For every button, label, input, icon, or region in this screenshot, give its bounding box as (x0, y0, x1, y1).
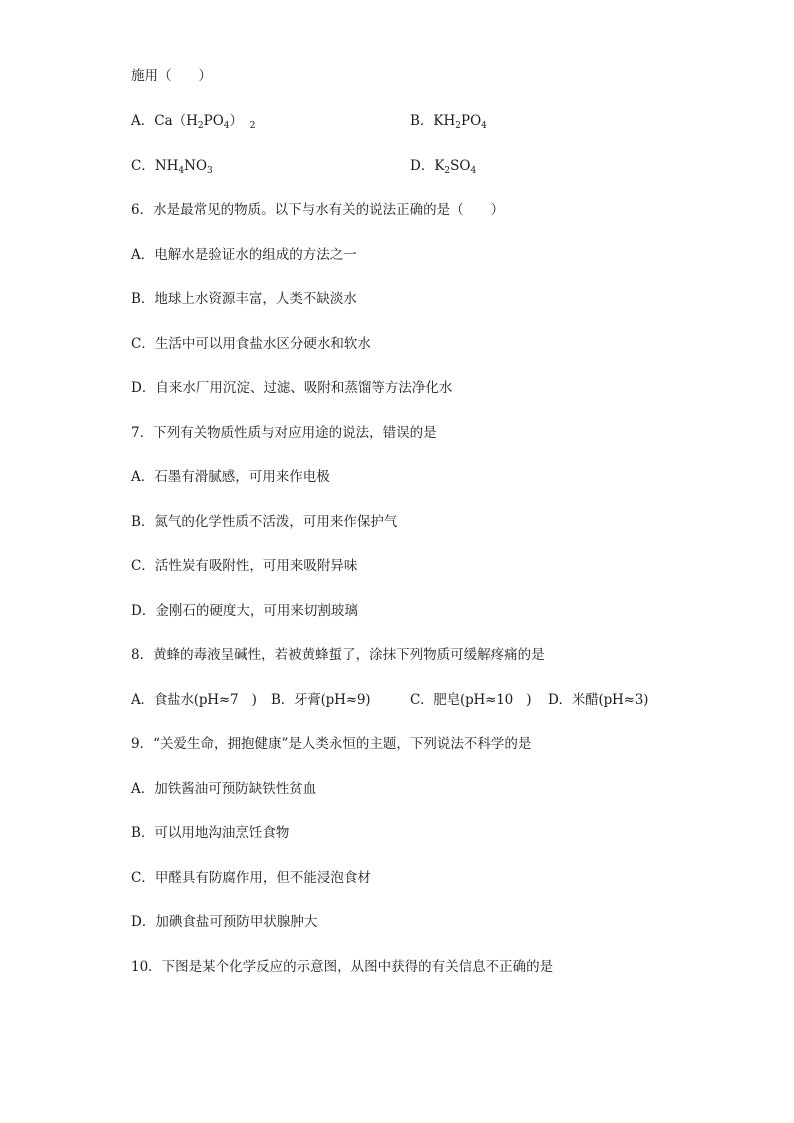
q8-option-d: D．米醋(pH≈3) (548, 692, 649, 708)
q7-option-c: C．活性炭有吸附性，可用来吸附异味 (131, 558, 358, 574)
q5-option-a-text: ） (229, 113, 244, 129)
q7-option-b: B．氮气的化学性质不活泼，可用来作保护气 (131, 514, 398, 530)
subscript: 3 (207, 166, 213, 176)
q9-option-a: A．加铁酱油可预防缺铁性贫血 (131, 781, 317, 797)
q5-option-d (410, 157, 476, 175)
q5-option-a-text: A．Ca（H (131, 113, 198, 129)
q5-option-d-text: SO (450, 158, 471, 174)
q6-option-d: D．自来水厂用沉淀、过滤、吸附和蒸馏等方法净化水 (131, 380, 453, 396)
subscript: 2 (249, 121, 256, 131)
subscript: 4 (223, 121, 230, 131)
q6-option-c: C．生活中可以用食盐水区分硬水和软水 (131, 336, 371, 352)
subscript: 4 (470, 166, 477, 176)
q6-option-b: B．地球上水资源丰富，人类不缺淡水 (131, 291, 357, 307)
q7-option-d: D．金刚石的硬度大，可用来切割玻璃 (131, 603, 358, 619)
subscript: 4 (481, 121, 487, 131)
q6-stem: 6．水是最常见的物质。以下与水有关的说法正确的是（ ） (131, 202, 505, 218)
q9-option-c: C．甲醛具有防腐作用，但不能浸泡食材 (131, 870, 371, 886)
q9-option-d: D．加碘食盐可预防甲状腺肿大 (131, 914, 318, 930)
q5-option-a (131, 112, 256, 130)
subscript: 4 (178, 166, 185, 176)
q9-stem: 9．“关爱生命，拥抱健康”是人类永恒的主题，下列说法不科学的是 (131, 736, 532, 752)
subscript: 2 (444, 166, 451, 176)
q5-option-c-text: C．NH (131, 158, 179, 174)
q6-option-a: A．电解水是验证水的组成的方法之一 (131, 247, 357, 263)
q8-stem: 8．黄蜂的毒液呈碱性，若被黄蜂蜇了，涂抹下列物质可缓解疼痛的是 (131, 647, 545, 663)
q7-option-a: A．石墨有滑腻感，可用来作电极 (131, 469, 330, 485)
subscript: 2 (455, 121, 462, 131)
q7-stem: 7．下列有关物质性质与对应用途的说法，错误的是 (131, 425, 437, 441)
q8-option-b: B．牙膏(pH≈9) (271, 692, 371, 708)
q5-option-d-text: D．K (410, 158, 445, 174)
q9-option-b: B．可以用地沟油烹饪食物 (131, 825, 290, 841)
q8-option-c: C．肥皂(pH≈10 ) (410, 692, 532, 708)
q5-option-a-text: PO (203, 113, 224, 129)
q8-option-a: A．食盐水(pH≈7 ) (131, 692, 257, 708)
q10-stem: 10．下图是某个化学反应的示意图，从图中获得的有关信息不正确的是 (131, 959, 554, 975)
q5-option-c (131, 157, 213, 175)
q5-stem-tail: 施用（ ） (131, 68, 212, 84)
q5-option-b-text: PO (461, 113, 482, 129)
q5-option-c-text: NO (184, 158, 208, 174)
subscript: 2 (197, 121, 204, 131)
q5-option-b (410, 112, 487, 130)
q5-option-b-text: B．KH (410, 113, 456, 129)
